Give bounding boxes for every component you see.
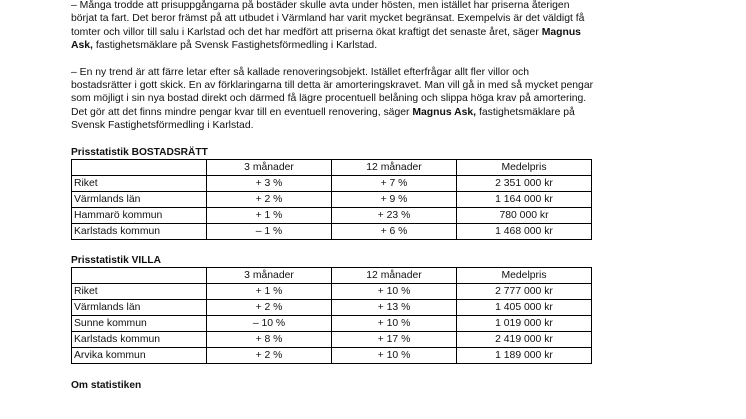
table-cell: Värmlands län bbox=[72, 300, 207, 316]
table-bostadsratt bbox=[71, 159, 592, 240]
table-cell: 1 405 000 kr bbox=[457, 300, 592, 316]
table-cell: 2 777 000 kr bbox=[457, 284, 592, 300]
table-cell: + 13 % bbox=[332, 300, 457, 316]
table-header-cell bbox=[72, 268, 207, 284]
table-cell: 2 351 000 kr bbox=[457, 176, 592, 192]
table-header-row bbox=[72, 268, 592, 284]
document-page bbox=[71, 0, 691, 393]
paragraph-text: fastighetsmäklare på bbox=[476, 106, 575, 118]
table-row bbox=[72, 300, 592, 316]
table-cell: 780 000 kr bbox=[457, 208, 592, 224]
table-row bbox=[72, 316, 592, 332]
table-header-cell: 12 månader bbox=[332, 160, 457, 176]
table-cell: + 10 % bbox=[332, 316, 457, 332]
table-header-cell bbox=[72, 160, 207, 176]
table-header-cell: Medelpris bbox=[457, 268, 592, 284]
paragraph-1 bbox=[71, 0, 691, 53]
table-cell: Karlstads kommun bbox=[72, 224, 207, 240]
paragraph-line: börjat ta fart. Det beror främst på att utbudet i Värmland har varit mycket begränsat. Exempelvis är det väldigt få bbox=[71, 13, 585, 25]
table-cell: + 2 % bbox=[207, 300, 332, 316]
table-cell: Hammarö kommun bbox=[72, 208, 207, 224]
table-cell: Sunne kommun bbox=[72, 316, 207, 332]
paragraph-line: Svensk Fastighetsförmedling i Karlstad. bbox=[71, 120, 254, 132]
person-name: Magnus Ask, bbox=[412, 106, 477, 118]
table-row bbox=[72, 192, 592, 208]
table-cell: + 2 % bbox=[207, 192, 332, 208]
table-cell: + 1 % bbox=[207, 208, 332, 224]
table-header-cell: 12 månader bbox=[332, 268, 457, 284]
table-cell: + 2 % bbox=[207, 348, 332, 364]
paragraph-text: fastighetsmäklare på Svensk Fastighetsförmedling i Karlstad. bbox=[92, 40, 378, 52]
person-name: Magnus bbox=[541, 26, 581, 38]
table-header-row bbox=[72, 160, 592, 176]
section-heading-statistics: Om statistiken bbox=[71, 380, 142, 392]
table-cell: Karlstads kommun bbox=[72, 332, 207, 348]
table-row bbox=[72, 224, 592, 240]
table-row bbox=[72, 208, 592, 224]
table-cell: + 8 % bbox=[207, 332, 332, 348]
table-row bbox=[72, 332, 592, 348]
person-name: Ask, bbox=[71, 40, 93, 52]
table-cell: 1 164 000 kr bbox=[457, 192, 592, 208]
table-cell: + 1 % bbox=[207, 284, 332, 300]
table-header-cell: 3 månader bbox=[207, 160, 332, 176]
table-cell: Värmlands län bbox=[72, 192, 207, 208]
table-cell: + 7 % bbox=[332, 176, 457, 192]
paragraph-line: – Många trodde att prisuppgångarna på bostäder skulle avta under hösten, men istället har priserna återigen bbox=[71, 0, 570, 11]
table-cell: – 1 % bbox=[207, 224, 332, 240]
table-cell: + 6 % bbox=[332, 224, 457, 240]
paragraph-line bbox=[71, 26, 691, 39]
table-cell: – 10 % bbox=[207, 316, 332, 332]
table-cell: Riket bbox=[72, 176, 207, 192]
table-cell: Riket bbox=[72, 284, 207, 300]
table-villa bbox=[71, 267, 592, 364]
paragraph-line: – En ny trend är att färre letar efter så kallade renoveringsobjekt. Istället efterfrågar allt fler villor och bbox=[71, 66, 529, 78]
table-cell: 1 468 000 kr bbox=[457, 224, 592, 240]
table-cell: + 10 % bbox=[332, 348, 457, 364]
paragraph-line bbox=[71, 106, 691, 119]
table-title-bostadsratt: Prisstatistik BOSTADSRÄTT bbox=[71, 146, 208, 158]
table-title-villa: Prisstatistik VILLA bbox=[71, 255, 162, 267]
table-cell: + 9 % bbox=[332, 192, 457, 208]
table-header-cell: 3 månader bbox=[207, 268, 332, 284]
table-cell: 1 019 000 kr bbox=[457, 316, 592, 332]
paragraph-text: Det gör att det finns mindre pengar kvar till en eventuell renovering, säger bbox=[71, 106, 410, 118]
paragraph-line bbox=[71, 39, 691, 52]
table-header-cell: Medelpris bbox=[457, 160, 592, 176]
table-row bbox=[72, 176, 592, 192]
table-cell: + 3 % bbox=[207, 176, 332, 192]
paragraph-text: tomter och villor till salu i Karlstad och det har medfört att priserna ökat kraftigt det senaste året, säger bbox=[71, 26, 539, 38]
table-cell: + 10 % bbox=[332, 284, 457, 300]
table-cell: 2 419 000 kr bbox=[457, 332, 592, 348]
table-row bbox=[72, 284, 592, 300]
table-row bbox=[72, 348, 592, 364]
paragraph-2 bbox=[71, 66, 691, 133]
table-cell: Arvika kommun bbox=[72, 348, 207, 364]
table-cell: + 23 % bbox=[332, 208, 457, 224]
table-cell: + 17 % bbox=[332, 332, 457, 348]
paragraph-line: som möjligt i sin nya bostad direkt och därmed få lägre procentuell belåning och slippa höga krav på amortering. bbox=[71, 93, 587, 105]
paragraph-line: bostadsrätter i gott skick. En av förklaringarna till detta är amorteringskravet. Man vill gå in med så mycket pengar bbox=[71, 80, 594, 92]
table-cell: 1 189 000 kr bbox=[457, 348, 592, 364]
